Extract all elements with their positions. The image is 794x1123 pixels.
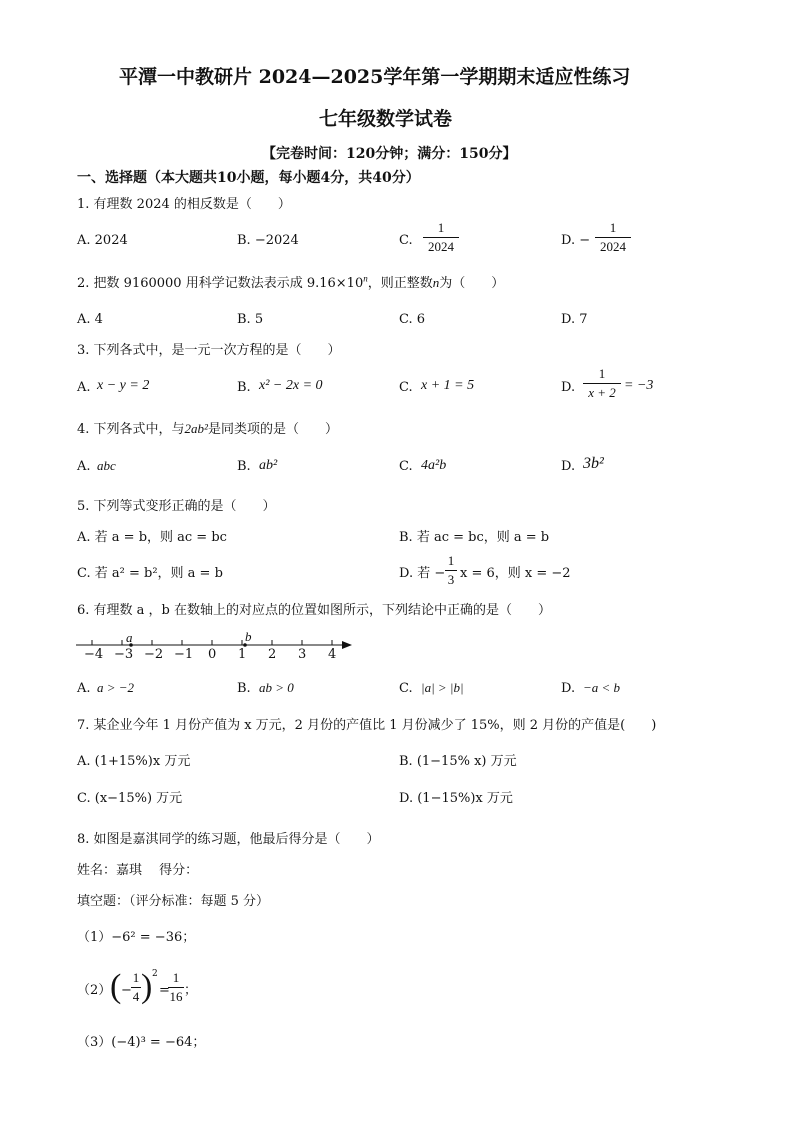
q7-option-a: A. (1+15%)x 万元: [77, 754, 191, 769]
q2-option-c: C. 6: [399, 312, 426, 327]
q8-item-2-rparen: ): [141, 968, 153, 1005]
q5-option-a: A. 若 a = b，则 ac = bc: [77, 530, 227, 545]
q2-option-b: B. 5: [237, 312, 264, 327]
q1-option-c-fraction: 1 2024: [423, 221, 459, 254]
q5-option-d-fraction: 1 3: [445, 554, 457, 587]
q8-item-2-lhs: (: [110, 968, 122, 1005]
number-line-tick-label: 0: [208, 647, 217, 662]
q8-item-2-exp: 2: [152, 969, 158, 979]
q4-option-c: 4a²b: [421, 458, 447, 473]
q2-stem: 2. 把数 9160000 用科学记数法表示成 $9.16\times 10^n$，则正整数n为（ ）: [77, 273, 505, 291]
q8-stem: 8. 如图是嘉淇同学的练习题，他最后得分是（ ）: [77, 832, 380, 847]
number-line-tick-label: −2: [144, 647, 164, 662]
number-line-tick-label: 4: [328, 647, 337, 662]
q4-option-d: 3b²: [583, 455, 604, 472]
q5-option-c: C. 若 a² = b²，则 a = b: [77, 566, 223, 581]
q7-stem: 7. 某企业今年 1 月份产值为 x 万元，2 月份的产值比 1 月份减少了 15%，则 2 月份的产值是( ): [77, 718, 657, 733]
q7-option-c: C. (x−15%) 万元: [77, 791, 183, 806]
q3-option-d-fraction: 1 x + 2: [583, 367, 621, 400]
q3-option-b: x² − 2x = 0: [259, 378, 323, 393]
q8-item-2-fraction: 1 4: [132, 970, 140, 1004]
q5-stem: 5. 下列等式变形正确的是（ ）: [77, 499, 276, 514]
q6-option-c: |a| > |b|: [421, 680, 464, 695]
q8-item-2-label: （2）: [77, 983, 112, 998]
q3-option-d-label: D.: [561, 380, 576, 395]
page-subtitle: 七年级数学试卷: [319, 108, 453, 130]
q6-option-d: −a < b: [583, 680, 621, 695]
q6-option-d-label: D.: [561, 681, 576, 696]
q6-option-b: ab > 0: [259, 680, 294, 695]
number-line-tick-label: −1: [174, 647, 194, 662]
number-line-tick-label: −3: [114, 647, 134, 662]
q6-option-a-label: A.: [77, 681, 91, 696]
q8-item-2-rhs: 1 16: [169, 970, 183, 1004]
number-line-a-label: a: [126, 630, 133, 645]
number-line-tick-label: 2: [268, 647, 277, 662]
number-line-tick-label: 1: [238, 647, 247, 662]
q4-option-a-label: A.: [77, 459, 91, 474]
q4-stem: 4. 下列各式中，与2ab²是同类项的是（ ）: [77, 421, 338, 437]
q8-item-2-end: ；: [184, 983, 198, 998]
q1-option-d-label: D. −: [561, 233, 591, 248]
q1-option-b: B. −2024: [237, 233, 299, 248]
exam-info: 【完卷时间：120分钟；满分：150分】: [262, 146, 517, 162]
q3-option-b-label: B.: [237, 380, 251, 395]
q2-option-d: D. 7: [561, 312, 588, 327]
q3-option-c-label: C.: [399, 380, 413, 395]
q3-stem: 3. 下列各式中，是一元一次方程的是（ ）: [77, 343, 341, 358]
q4-option-c-label: C.: [399, 459, 413, 474]
q5-option-b: B. 若 ac = bc，则 a = b: [399, 530, 550, 545]
q8-item-2-eq: =: [159, 983, 170, 998]
q6-option-b-label: B.: [237, 681, 251, 696]
q8-fill-heading: 填空题：（评分标准：每题 5 分）: [77, 894, 270, 909]
q6-stem: 6. 有理数 a ，b 在数轴上的对应点的位置如图所示，下列结论中正确的是（ ）: [77, 603, 552, 618]
section-heading: 一、选择题（本大题共10小题，每小题4分，共40分）: [77, 170, 420, 186]
q4-option-b-label: B.: [237, 459, 251, 474]
q3-option-c: x + 1 = 5: [421, 378, 475, 393]
q4-option-b: ab²: [259, 458, 278, 473]
q1-option-c-label: C.: [399, 233, 413, 248]
q7-option-d: D. (1−15%)x 万元: [399, 791, 513, 806]
q8-student-name: 姓名：嘉琪 得分：: [77, 863, 199, 878]
q6-option-a: a > −2: [97, 680, 135, 695]
q3-option-a: x − y = 2: [97, 378, 150, 393]
q1-stem: 1. 有理数 2024 的相反数是（ ）: [77, 197, 291, 212]
number-line-tick-label: 3: [298, 647, 307, 662]
q3-option-d-rhs: = −3: [624, 378, 654, 393]
q8-item-1: （1）−6² = −36；: [77, 930, 196, 945]
q3-option-a-label: A.: [77, 380, 91, 395]
q8-item-3: （3）(−4)³ = −64；: [77, 1035, 206, 1050]
q6-option-c-label: C.: [399, 681, 413, 696]
q2-option-a: A. 4: [77, 312, 103, 327]
q5-option-d-b: x = 6，则 x = −2: [460, 566, 571, 581]
page-title: 平潭一中教研片 2024—2025学年第一学期期末适应性练习: [119, 66, 631, 88]
q1-option-a: A. 2024: [77, 233, 128, 248]
q5-option-d-a: D. 若 −: [399, 566, 446, 581]
number-line-b-label: b: [245, 629, 252, 644]
q4-option-d-label: D.: [561, 459, 576, 474]
q4-option-a: abc: [97, 458, 116, 473]
number-line-tick-label: −4: [84, 647, 104, 662]
q8-item-2-minus: −: [121, 983, 132, 998]
q1-option-d-fraction: 1 2024: [595, 221, 631, 254]
q7-option-b: B. (1−15% x) 万元: [399, 754, 517, 769]
